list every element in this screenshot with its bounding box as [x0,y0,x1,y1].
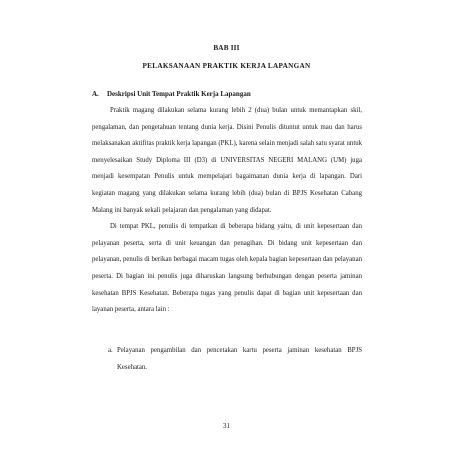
section-heading [92,90,251,98]
list-item-text: Pelayanan pengambilan dan pencetakan kartu peserta jaminan kesehatan BPJS Kesehatan. [117,347,362,371]
chapter-label: BAB III [213,44,240,52]
paragraph: Di tempat PKL, penulis di tempatkan di beberapa bidang yaitu, di unit kepesertaan dan pelayanan peserta, serta di unit keuangan dan penagihan. Di bidang unit kepesertaan dan pelayanan, penulis di berikan berbagai macam tugas oleh kepala bagian kepesertaan dan pelayanan peserta. Di bagian ini penulis juga diharuskan langsung berhubungan dengan peserta jaminan kesehatan BPJS Kesehatan. Beberapa tugas yang penulis dapat di bagian unit kepesertaan dan layanan peserta, antara lain : [92,223,362,314]
section-number: A. [92,90,99,98]
chapter-title: PELAKSANAAN PRAKTIK KERJA LAPANGAN [142,62,311,70]
section-title: Deskripsi Unit Tempat Praktik Kerja Lapangan [107,90,251,98]
list-marker: a. [108,347,113,354]
body-text [92,103,362,319]
page-number: 31 [223,422,230,430]
paragraph: Praktik magang dilakukan selama kurang lebih 2 (dua) bulan untuk memantapkan skil, pengalaman, dan pengetahuan tentang dunia kerja. Disini Penulis dituntut untuk mau dan harus melaksanakan aktifitas praktik kerja lapangan (PKL), karena selain menjadi salah satu syarat untuk menyelesaikan Study Diploma III (D3) di UNIVERSITAS NEGERI MALANG (UM) juga menjadi kesempatan Penulis untuk mempelajari bagaimanan dunia kerja di lapangan. Dari kegiatan magang yang dilakukan selama kurang lebih (dua) bulan di BPJS Kesehatan Cabang Malang ini banyak sekali pelajaran dan pengalaman yang didapat. [92,107,362,214]
list-item [108,343,362,376]
